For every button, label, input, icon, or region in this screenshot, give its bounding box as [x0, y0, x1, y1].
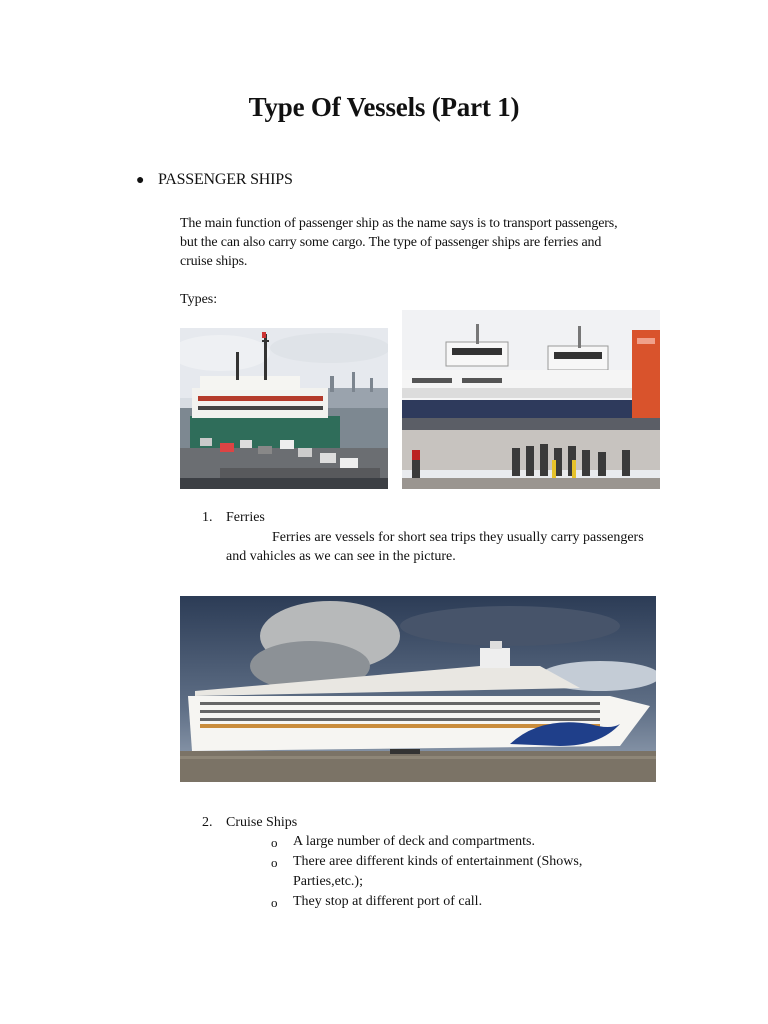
cruise-point-1: A large number of deck and compartments. — [293, 834, 535, 849]
ferry-photo-2 — [402, 310, 660, 489]
list-number-1: 1. — [202, 510, 213, 525]
ferries-heading: Ferries — [226, 510, 265, 525]
ferry-terminal-image — [402, 310, 660, 489]
intro-line-2: but the can also carry some cargo. The type of passenger ships are ferries and — [180, 235, 602, 250]
section-heading-passenger-ships: PASSENGER SHIPS — [158, 171, 293, 188]
types-label: Types: — [180, 292, 218, 307]
intro-line-3: cruise ships. — [180, 254, 248, 269]
sub-bullet-3: o — [271, 895, 278, 910]
cruise-ship-photo — [180, 596, 656, 782]
cruise-ship-image — [180, 596, 656, 782]
bullet-marker: ● — [136, 173, 145, 188]
ferry-photo-1 — [180, 328, 388, 489]
sub-bullet-2: o — [271, 855, 278, 870]
ferries-description-line-2: and vahicles as we can see in the picture. — [226, 549, 456, 564]
page-title: Type Of Vessels (Part 1) — [248, 92, 520, 122]
cruise-ships-heading: Cruise Ships — [226, 815, 298, 830]
ferries-description-line-1: Ferries are vessels for short sea trips they usually carry passengers — [272, 530, 644, 545]
cruise-point-3: They stop at different port of call. — [293, 894, 483, 909]
ferry-harbor-image — [180, 328, 388, 489]
intro-line-1: The main function of passenger ship as the name says is to transport passengers, — [180, 216, 618, 231]
intro-paragraph — [180, 214, 680, 271]
list-number-2: 2. — [202, 815, 213, 830]
sub-bullet-1: o — [271, 835, 278, 850]
cruise-point-2-continued: Parties,etc.); — [293, 874, 363, 889]
cruise-point-2: There aree different kinds of entertainment (Shows, — [293, 854, 583, 869]
